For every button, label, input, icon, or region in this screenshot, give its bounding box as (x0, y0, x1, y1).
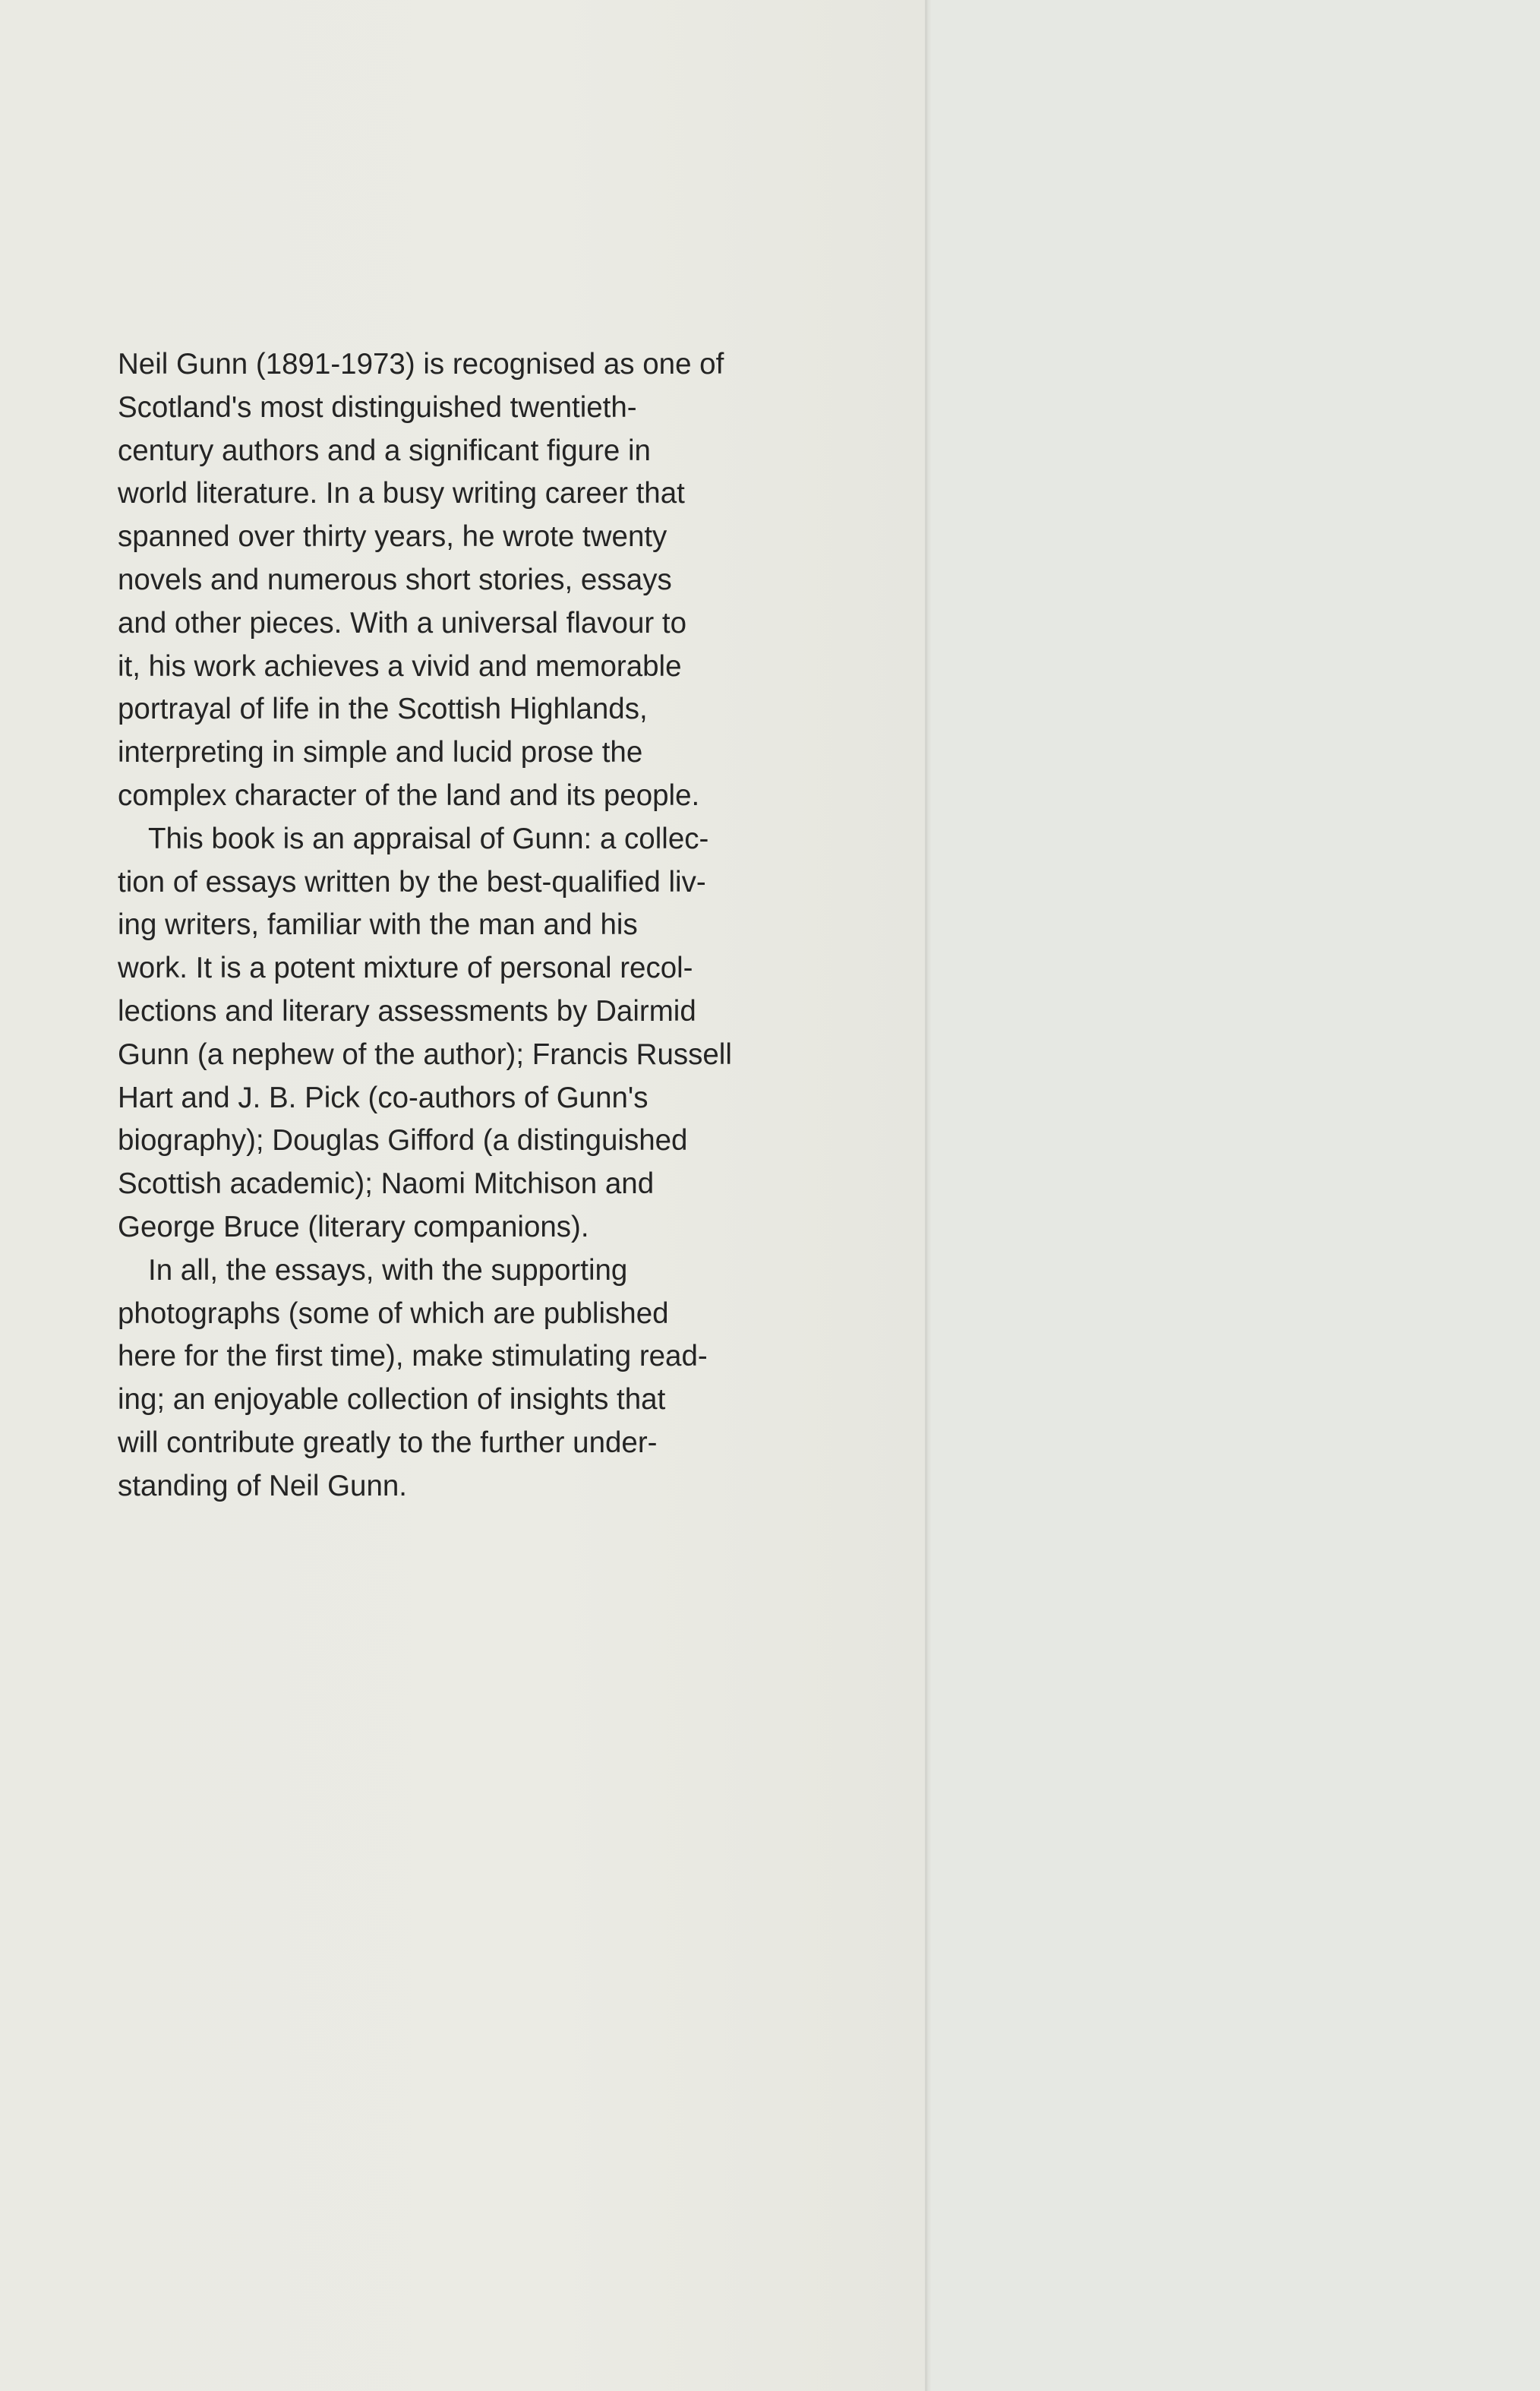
blurb-line: work. It is a potent mixture of personal recol- (118, 952, 693, 985)
cover-blurb (118, 343, 801, 1508)
blurb-line: will contribute greatly to the further under- (118, 1426, 658, 1459)
blurb-line: Scottish academic); Naomi Mitchison and (118, 1167, 655, 1201)
blurb-paragraph-3 (118, 1249, 801, 1508)
blurb-paragraph-1 (118, 343, 801, 818)
blurb-line: ing writers, familiar with the man and his (118, 908, 638, 942)
blurb-line: portrayal of life in the Scottish Highlands, (118, 693, 648, 726)
blurb-line: standing of Neil Gunn. (118, 1469, 407, 1502)
blurb-line: century authors and a significant figure in (118, 434, 651, 467)
blurb-line: complex character of the land and its people. (118, 779, 700, 812)
back-cover-right-panel (931, 0, 1540, 2391)
blurb-paragraph-2 (118, 818, 801, 1249)
blurb-line: spanned over thirty years, he wrote twenty (118, 520, 667, 554)
blurb-line: lections and literary assessments by Dairmid (118, 994, 696, 1028)
blurb-line: tion of essays written by the best-qualified liv- (118, 865, 706, 899)
blurb-line: and other pieces. With a universal flavour to (118, 606, 687, 640)
blurb-line: ing; an enjoyable collection of insights that (118, 1383, 666, 1417)
blurb-line: photographs (some of which are published (118, 1297, 669, 1330)
blurb-line: In all, the essays, with the supporting (148, 1253, 628, 1287)
blurb-line: Gunn (a nephew of the author); Francis Russell (118, 1038, 732, 1071)
blurb-line: it, his work achieves a vivid and memorable (118, 649, 682, 683)
blurb-line: Neil Gunn (1891-1973) is recognised as one of (118, 348, 724, 381)
blurb-line: biography); Douglas Gifford (a distinguished (118, 1124, 688, 1158)
blurb-line: interpreting in simple and lucid prose the (118, 736, 643, 769)
blurb-line: here for the first time), make stimulating read- (118, 1340, 708, 1373)
blurb-line: novels and numerous short stories, essays (118, 563, 672, 596)
blurb-line: Scotland's most distinguished twentieth- (118, 390, 637, 424)
blurb-line: world literature. In a busy writing career that (118, 477, 685, 510)
blurb-line: This book is an appraisal of Gunn: a collec- (148, 822, 709, 855)
blurb-line: George Bruce (literary companions). (118, 1210, 589, 1243)
blurb-line: Hart and J. B. Pick (co-authors of Gunn's (118, 1081, 649, 1114)
